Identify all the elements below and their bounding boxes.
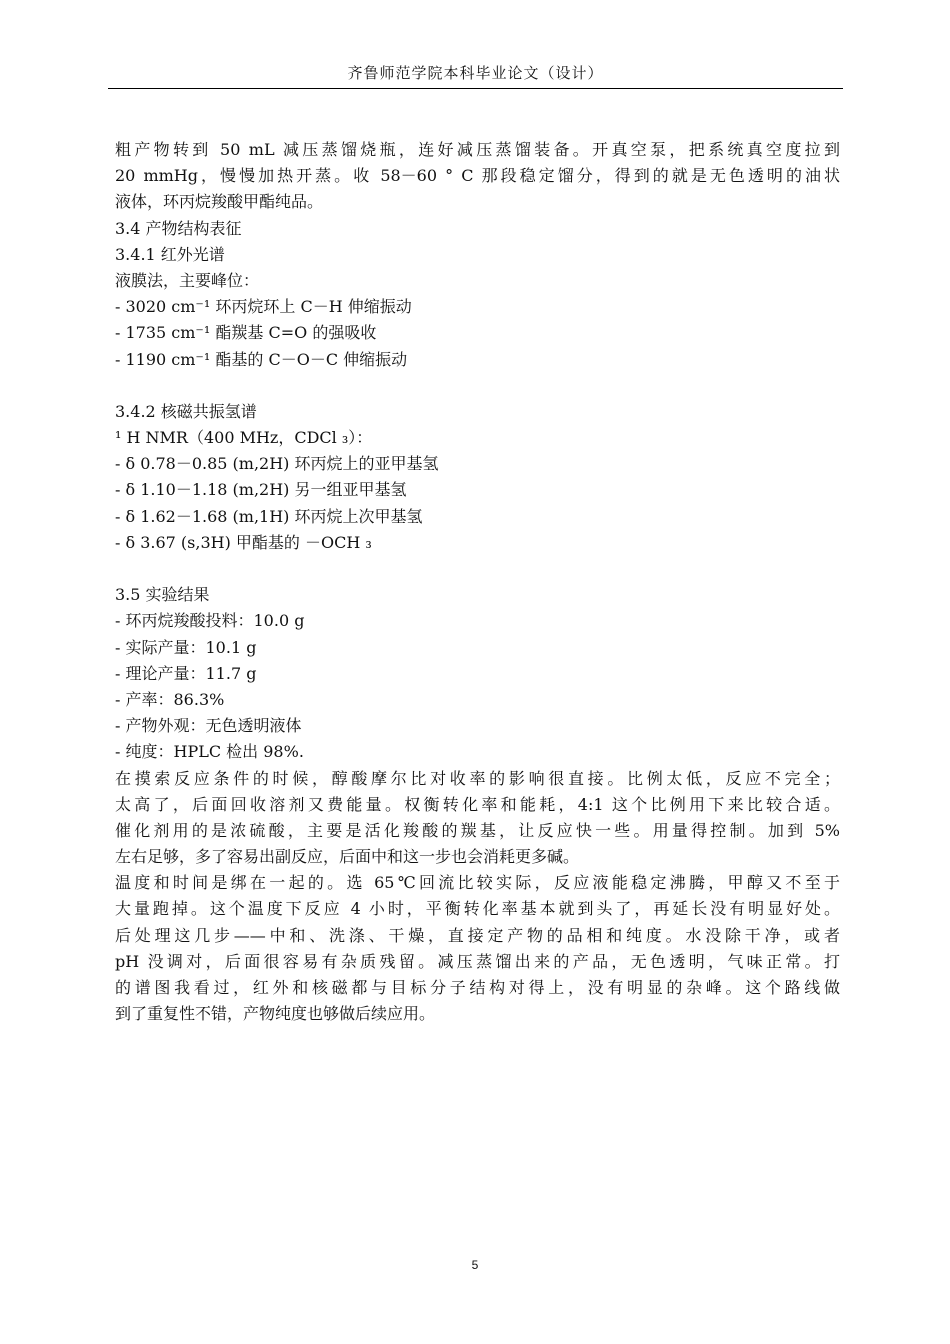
result-item: - 纯度：HPLC 检出 98%. [115, 742, 304, 762]
body-line: 左右足够，多了容易出副反应，后面中和这一步也会消耗更多碱。 [115, 847, 580, 867]
page-header-title: 齐鲁师范学院本科毕业论文（设计） [347, 64, 604, 82]
subsection-heading-3-4-1: 3.4.1 红外光谱 [115, 244, 225, 264]
nmr-peak-item: - δ 1.62－1.68 (m,1H) 环丙烷上次甲基氢 [115, 506, 423, 526]
body-line: pH 没调对，后面很容易有杂质残留。减压蒸馏出来的产品，无色透明，气味正常。打 [115, 951, 840, 971]
body-line: 太高了，后面回收溶剂又费能量。权衡转化率和能耗，4:1 这个比例用下来比较合适。 [115, 794, 840, 814]
body-line: 催化剂用的是浓硫酸，主要是活化羧酸的羰基，让反应快一些。用量得控制。加到 5% [115, 820, 840, 840]
ir-peak-item: - 1735 cm⁻¹ 酯羰基 C=O 的强吸收 [115, 323, 377, 343]
body-line: 液体，环丙烷羧酸甲酯纯品。 [115, 192, 324, 212]
nmr-peak-item: - δ 3.67 (s,3H) 甲酯基的 －OCH ₃ [115, 532, 372, 552]
header-rule [108, 88, 843, 89]
blank-line [115, 556, 840, 582]
body-line: 后处理这几步——中和、洗涤、干燥，直接定产物的品相和纯度。水没除干净，或者 [115, 925, 840, 945]
body-line: 20 mmHg，慢慢加热开蒸。收 58－60 ° C 那段稳定馏分，得到的就是无色透明的油状 [115, 166, 840, 186]
body-line: 在摸索反应条件的时候，醇酸摩尔比对收率的影响很直接。比例太低，反应不完全； [115, 768, 840, 788]
page-number: 5 [471, 1258, 479, 1272]
subsection-heading-3-4-2: 3.4.2 核磁共振氢谱 [115, 401, 257, 421]
result-item: - 环丙烷羧酸投料：10.0 g [115, 611, 305, 631]
blank-line [115, 373, 840, 399]
result-item: - 产率：86.3% [115, 689, 225, 709]
body-line: 到了重复性不错，产物纯度也够做后续应用。 [115, 1004, 436, 1024]
nmr-peak-item: - δ 0.78－0.85 (m,2H) 环丙烷上的亚甲基氢 [115, 454, 439, 474]
nmr-intro: ¹ H NMR（400 MHz，CDCl ₃）： [115, 428, 373, 448]
section-heading-3-5: 3.5 实验结果 [115, 585, 210, 605]
result-item: - 实际产量：10.1 g [115, 637, 257, 657]
body-line: 粗产物转到 50 mL 减压蒸馏烧瓶，连好减压蒸馏装备。开真空泵，把系统真空度拉到 [115, 140, 840, 159]
page-body [115, 137, 840, 1027]
body-line: 大量跑掉。这个温度下反应 4 小时，平衡转化率基本就到头了，再延长没有明显好处。 [115, 899, 840, 919]
ir-peak-item: - 1190 cm⁻¹ 酯基的 C－O－C 伸缩振动 [115, 349, 408, 369]
result-item: - 产物外观：无色透明液体 [115, 716, 302, 736]
ir-intro: 液膜法，主要峰位： [115, 270, 260, 290]
result-item: - 理论产量：11.7 g [115, 663, 257, 683]
section-heading-3-4: 3.4 产物结构表征 [115, 218, 242, 238]
nmr-peak-item: - δ 1.10－1.18 (m,2H) 另一组亚甲基氢 [115, 480, 407, 500]
body-line: 温度和时间是绑在一起的。选 65℃回流比较实际，反应液能稳定沸腾，甲醇又不至于 [115, 873, 840, 893]
ir-peak-item: - 3020 cm⁻¹ 环丙烷环上 C－H 伸缩振动 [115, 297, 412, 317]
body-line: 的谱图我看过，红外和核磁都与目标分子结构对得上，没有明显的杂峰。这个路线做 [115, 978, 840, 997]
